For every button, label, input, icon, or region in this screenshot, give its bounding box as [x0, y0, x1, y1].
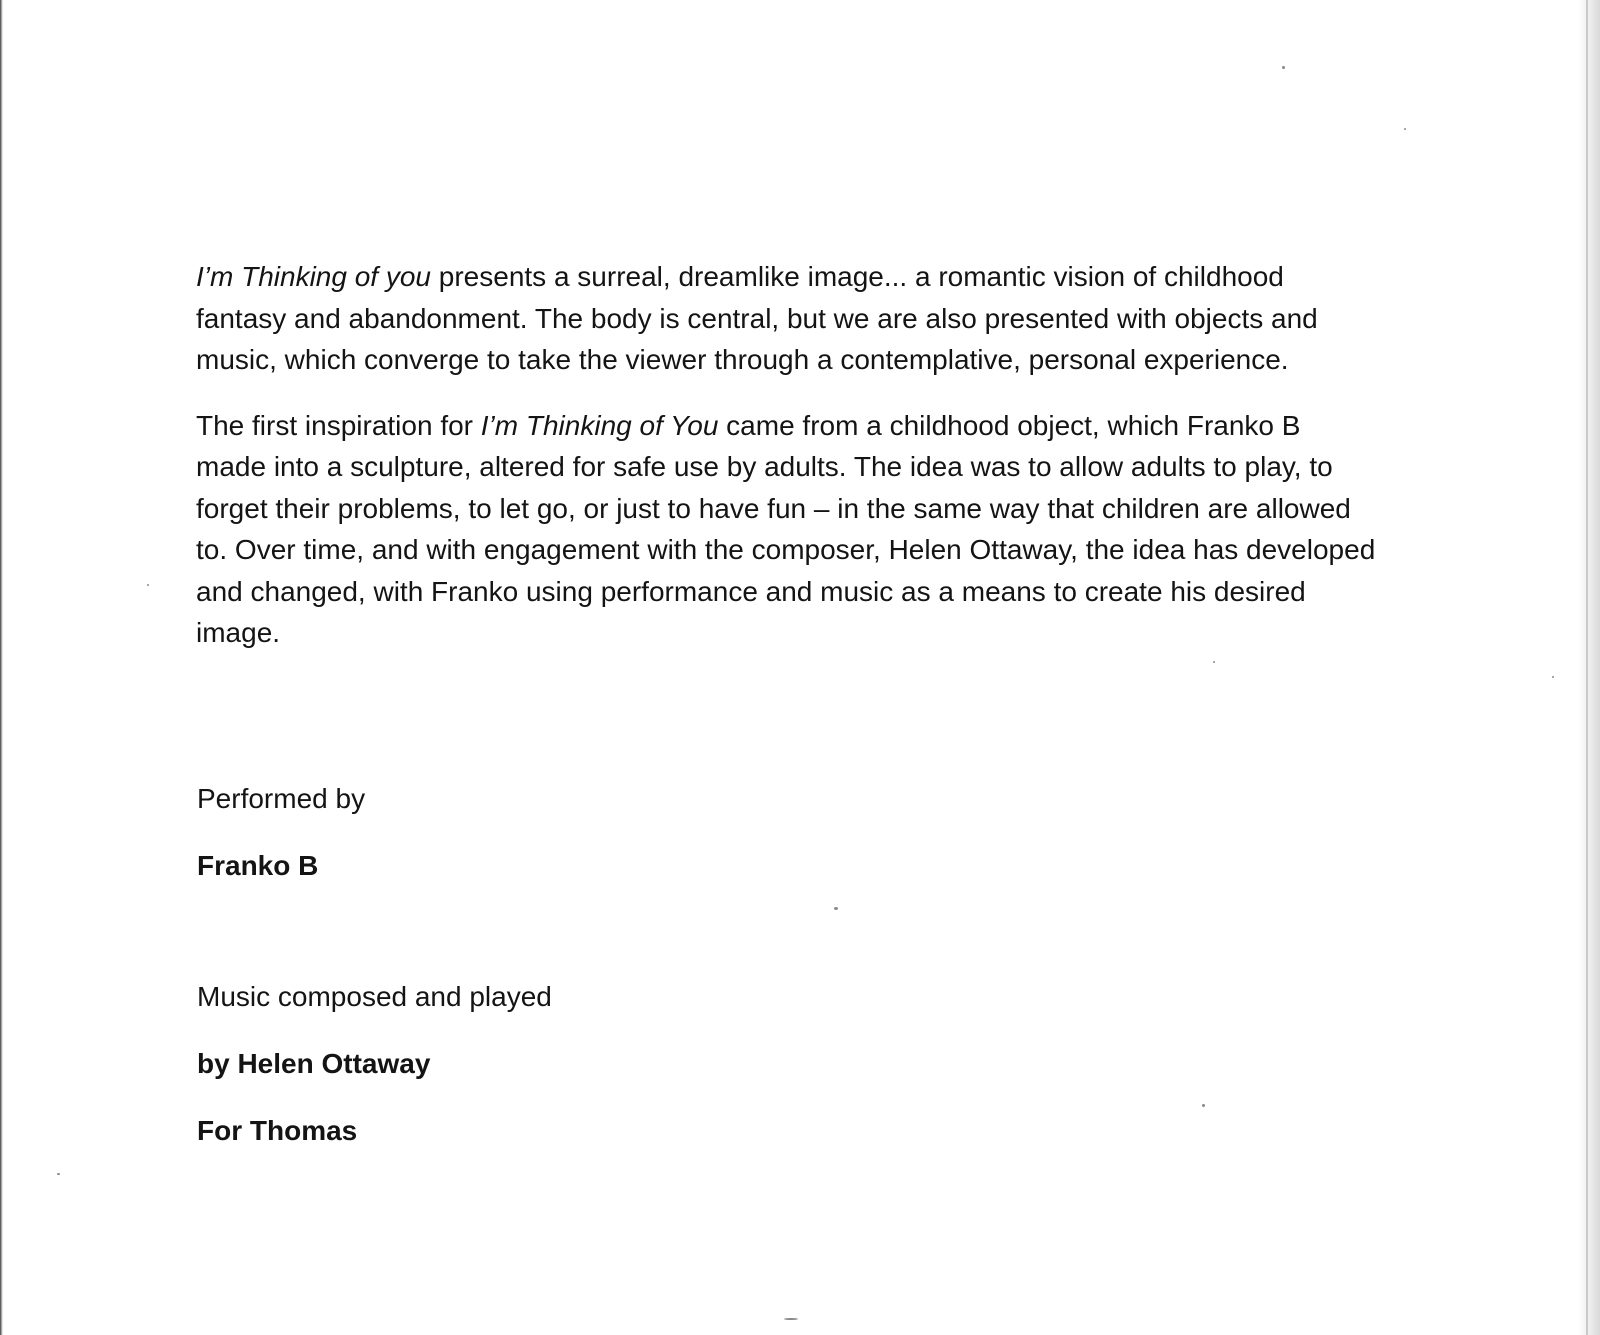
scan-edge-line	[1586, 0, 1588, 1335]
scan-speck	[1282, 66, 1285, 69]
scan-speck	[147, 584, 149, 586]
music-label: Music composed and played	[197, 981, 552, 1012]
paragraph-inspiration-start: The first inspiration for	[196, 409, 481, 441]
scan-edge-right	[1578, 0, 1600, 1335]
work-title: I’m Thinking of You	[480, 409, 719, 441]
scan-edge-left	[0, 0, 3, 1335]
body-text	[196, 256, 1376, 654]
scan-speck	[1552, 676, 1554, 678]
paragraph-inspiration	[196, 405, 1376, 654]
paragraph-intro-text: presents a surreal, dreamlike image... a romantic vision of childhood fantasy and abandonment. The body is central, but we are also presented with objects and music, which converge to take the viewer through a contemplative, personal experience.	[196, 261, 1318, 375]
dedication: For Thomas	[197, 1115, 358, 1146]
scan-speck	[57, 1173, 60, 1175]
paragraph-intro	[196, 256, 1376, 381]
scan-speck	[1202, 1104, 1205, 1107]
scan-speck	[1213, 661, 1215, 663]
performer-name: Franko B	[197, 850, 319, 881]
paragraph-inspiration-rest: came from a childhood object, which Franko B made into a sculpture, altered for safe use by adults. The idea was to allow adults to play, to forget their problems, to let go, or just to have fun – in the same way that children are allowed to. Over time, and with engagement with the composer, Helen Ottaway, the idea has developed and changed, with Franko using performance and music as a means to create his desired image.	[196, 409, 1376, 648]
scan-speck	[1404, 128, 1406, 130]
composer-name: by Helen Ottaway	[197, 1048, 431, 1079]
scan-speck	[784, 1318, 798, 1320]
scan-speck	[834, 907, 838, 910]
work-title: I’m Thinking of you	[196, 261, 431, 292]
performed-by-label: Performed by	[197, 783, 366, 814]
